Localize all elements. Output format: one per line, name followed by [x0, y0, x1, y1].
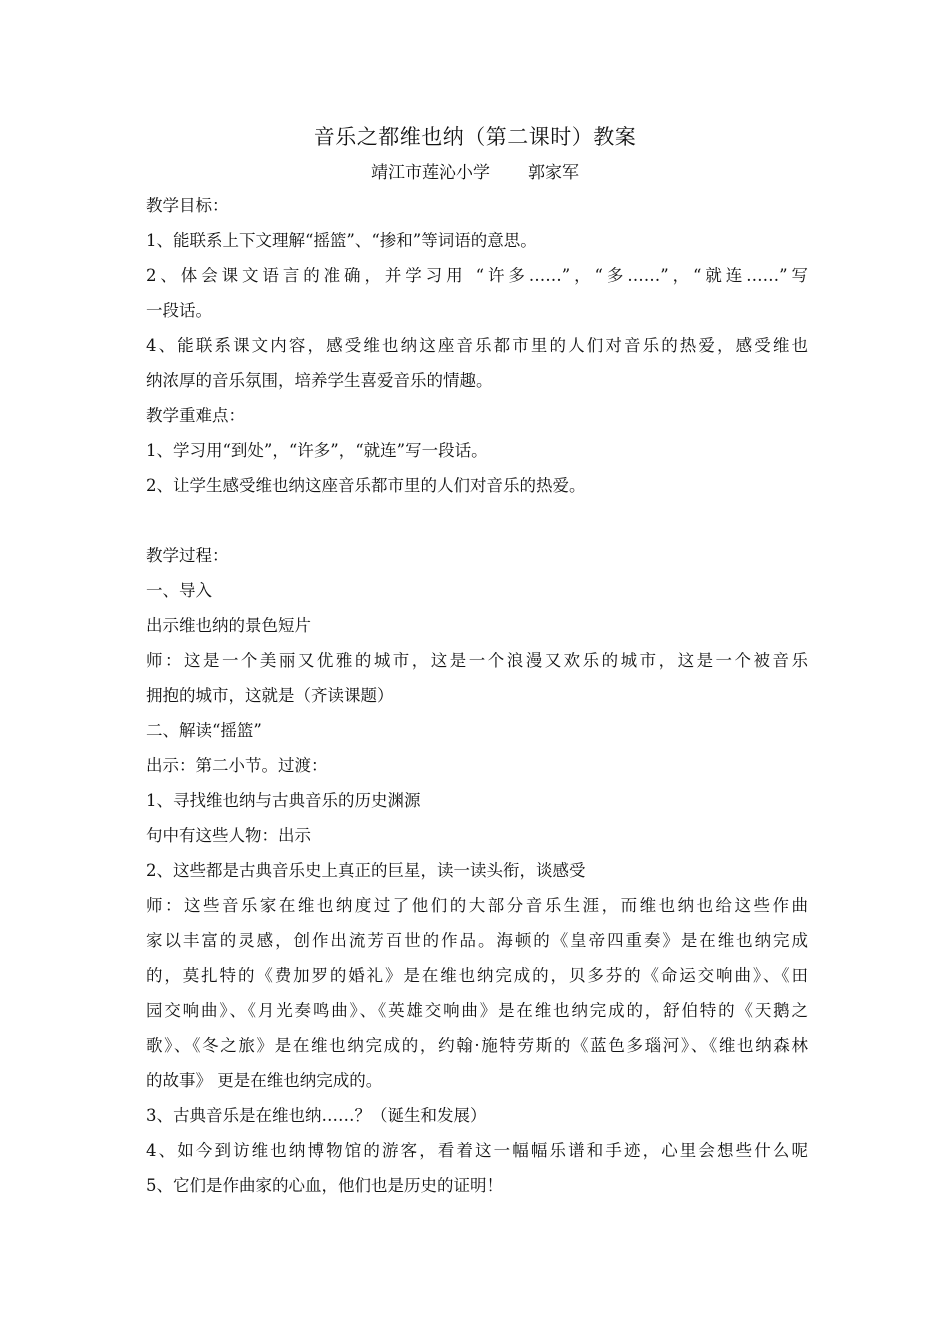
text-line: 拥抱的城市，这就是（齐读课题） [146, 686, 394, 705]
text-line: 园交响曲》、《月光奏鸣曲》、《英雄交响曲》是在维也纳完成的，舒伯特的《天鹅之 [146, 1001, 808, 1020]
text-line: 一段话。 [146, 301, 212, 320]
text-line: 纳浓厚的音乐氛围，培养学生喜爱音乐的情趣。 [146, 371, 493, 390]
section-heading-process: 教学过程： [146, 546, 229, 565]
text-line: 师：这是一个美丽又优雅的城市，这是一个浪漫又欢乐的城市，这是一个被音乐 [146, 651, 808, 670]
text-line: 1、能联系上下文理解“摇篮”、“掺和”等词语的意思。 [146, 231, 537, 250]
text-line: 一、导入 [146, 581, 212, 600]
text-line: 出示：第二小节。过渡： [146, 756, 328, 775]
text-line: 的故事》 更是在维也纳完成的。 [146, 1071, 383, 1090]
text-line: 2、这些都是古典音乐史上真正的巨星，读一读头衔，谈感受 [146, 861, 586, 880]
document-title: 音乐之都维也纳（第二课时）教案 [313, 125, 637, 149]
text-line: 3、古典音乐是在维也纳……？（诞生和发展） [146, 1106, 487, 1125]
document-body [146, 188, 808, 1203]
text-line: 2、让学生感受维也纳这座音乐都市里的人们对音乐的热爱。 [146, 476, 586, 495]
text-line: 二、解读“摇篮” [146, 721, 262, 740]
text-line: 师：这些音乐家在维也纳度过了他们的大部分音乐生涯，而维也纳也给这些作曲 [146, 896, 808, 915]
author-line [0, 160, 950, 186]
text-line: 歌》、《冬之旅》是在维也纳完成的，约翰·施特劳斯的《蓝色多瑙河》、《维也纳森林 [146, 1036, 808, 1055]
text-line: 4、如今到访维也纳博物馆的游客，看着这一幅幅乐谱和手迹，心里会想些什么呢 [146, 1141, 808, 1160]
text-line: 的，莫扎特的《费加罗的婚礼》是在维也纳完成的，贝多芬的《命运交响曲》、《田 [146, 966, 808, 985]
text-line: 句中有这些人物：出示 [146, 826, 311, 845]
text-line: 4、能联系课文内容，感受维也纳这座音乐都市里的人们对音乐的热爱，感受维也 [146, 336, 808, 355]
text-line: 1、学习用“到处”，“许多”，“就连”写一段话。 [146, 441, 488, 460]
author-name: 郭家军 [528, 163, 579, 183]
text-line: 家以丰富的灵感，创作出流芳百世的作品。海顿的《皇帝四重奏》是在维也纳完成 [146, 931, 808, 950]
blank-line [146, 503, 808, 538]
author-school: 靖江市莲沁小学 [371, 163, 490, 183]
text-line: 5、它们是作曲家的心血，他们也是历史的证明！ [146, 1176, 503, 1195]
text-line: 2、体会课文语言的准确，并学习用 “许多……”，“多……”，“就连……”写 [146, 266, 808, 285]
text-line: 出示维也纳的景色短片 [146, 616, 311, 635]
section-heading-key-points: 教学重难点： [146, 406, 245, 425]
text-line: 1、寻找维也纳与古典音乐的历史渊源 [146, 791, 421, 810]
section-heading-objectives: 教学目标： [146, 196, 229, 215]
